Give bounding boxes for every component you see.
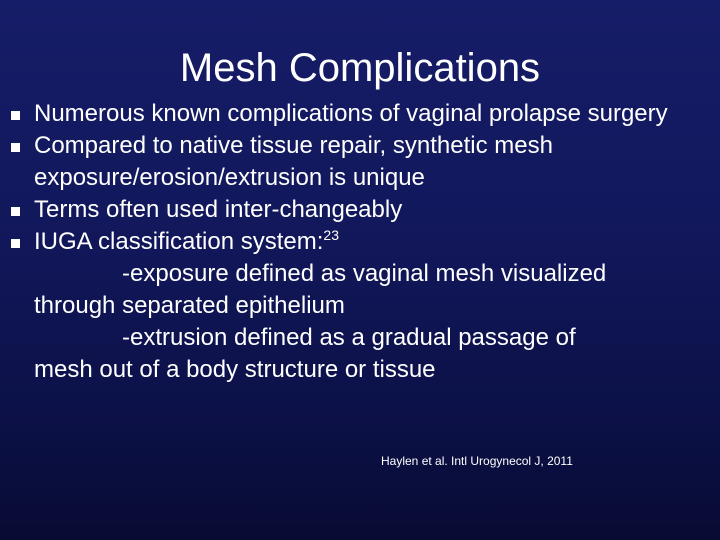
bullet-text: Terms often used inter-changeably bbox=[34, 196, 403, 223]
bullet-list bbox=[0, 98, 720, 386]
square-bullet-icon bbox=[11, 239, 20, 248]
bullet-item bbox=[0, 194, 720, 226]
sub-item-text: through separated epithelium bbox=[34, 292, 345, 319]
bullet-item bbox=[0, 226, 720, 258]
sub-item bbox=[0, 258, 720, 290]
bullet-text: Compared to native tissue repair, synthetic mesh exposure/erosion/extrusion is unique bbox=[34, 132, 553, 191]
square-bullet-icon bbox=[11, 143, 20, 152]
sub-item bbox=[0, 322, 720, 354]
sub-item bbox=[0, 354, 720, 386]
bullet-item bbox=[0, 98, 720, 130]
sub-item-text: mesh out of a body structure or tissue bbox=[34, 356, 436, 383]
bullet-text: Numerous known complications of vaginal prolapse surgery bbox=[34, 100, 668, 127]
superscript-reference: 23 bbox=[323, 227, 339, 243]
sub-item bbox=[0, 290, 720, 322]
bullet-text: IUGA classification system: bbox=[34, 228, 324, 255]
slide-title: Mesh Complications bbox=[179, 46, 541, 90]
square-bullet-icon bbox=[11, 207, 20, 216]
sub-item-text: -extrusion defined as a gradual passage of bbox=[122, 324, 576, 351]
citation: Haylen et al. Intl Urogynecol J, 2011 bbox=[381, 454, 573, 468]
bullet-item bbox=[0, 130, 720, 194]
square-bullet-icon bbox=[11, 111, 20, 120]
sub-item-text: -exposure defined as vaginal mesh visualized bbox=[122, 260, 607, 287]
